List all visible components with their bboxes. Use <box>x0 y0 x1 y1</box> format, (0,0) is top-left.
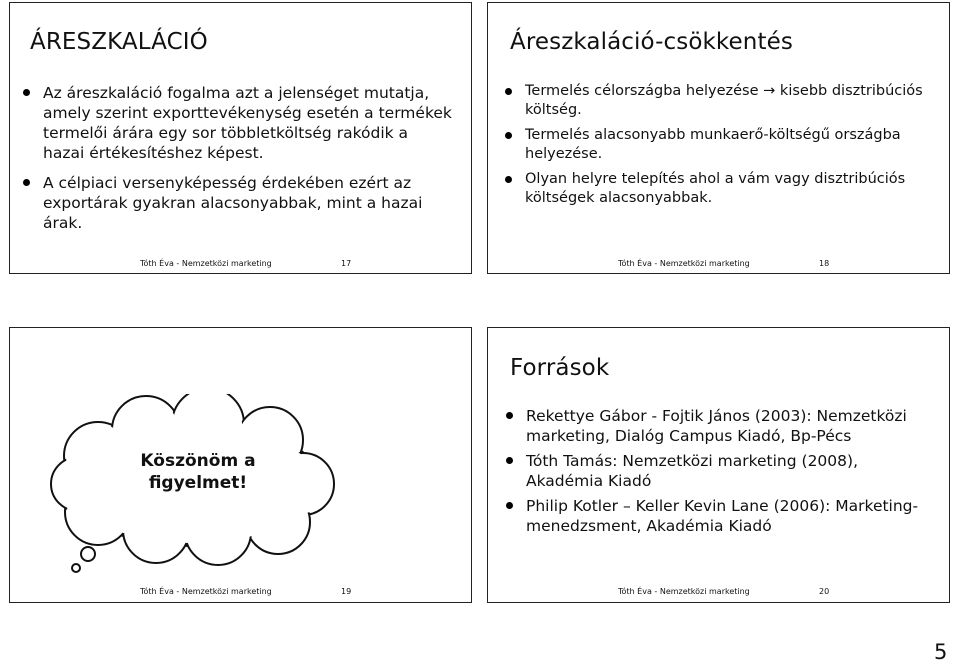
bullet-item <box>505 82 935 120</box>
cloud-message <box>88 450 308 494</box>
slide-title: Áreszkaláció-csökkentés <box>510 29 793 55</box>
footer-page-number: 19 <box>341 587 352 596</box>
thought-cloud <box>48 394 338 579</box>
document-page-number: 5 <box>934 640 948 664</box>
slide-19 <box>9 327 472 603</box>
slide-title: ÁRESZKALÁCIÓ <box>30 29 208 55</box>
bullet-item: Termelés alacsonyabb munkaerő-költségű országba helyezése. <box>505 126 935 164</box>
slide-title: Források <box>510 355 610 381</box>
bullet-item: Olyan helyre telepítés ahol a vám vagy disztribúciós költségek alacsonyabbak. <box>505 170 935 208</box>
cloud-line: figyelmet! <box>148 473 248 493</box>
footer-author: Tóth Éva - Nemzetközi marketing <box>618 259 750 268</box>
bullet-item: Rekettye Gábor - Fojtik János (2003): Nemzetközi marketing, Dialóg Campus Kiadó, Bp-Pécs <box>506 406 936 446</box>
bullet-item: Philip Kotler – Keller Kevin Lane (2006): Marketing-menedzsment, Akadémia Kiadó <box>506 496 936 536</box>
footer-author: Tóth Éva - Nemzetközi marketing <box>140 587 272 596</box>
bullet-item: A célpiaci versenyképesség érdekében ezért az exportárak gyakran alacsonyabbak, mint a hazai árak. <box>23 173 453 233</box>
footer-author: Tóth Éva - Nemzetközi marketing <box>140 259 272 268</box>
footer-page-number: 20 <box>819 587 830 596</box>
bullet-list <box>23 83 453 243</box>
bullet-text: Termelés célországba helyezése <box>525 83 759 99</box>
bullet-list <box>506 406 936 541</box>
cloud-line: Köszönöm a <box>140 451 256 471</box>
bullet-item: Az áreszkaláció fogalma azt a jelenséget mutatja, amely szerint exporttevékenység esetén a termékek termelői árára egy sor többletköltség rakódik a hazai értékesítéshez képest. <box>23 83 453 163</box>
slide-17 <box>9 2 472 274</box>
footer-page-number: 18 <box>819 259 830 268</box>
bullet-list <box>505 82 935 214</box>
bullet-text: kisebb disztribúciós költség. <box>525 83 923 118</box>
bullet-item: Tóth Tamás: Nemzetközi marketing (2008), Akadémia Kiadó <box>506 451 936 491</box>
footer-page-number: 17 <box>341 259 352 268</box>
slide-18 <box>487 2 950 274</box>
arrow-right-icon: → <box>763 83 776 99</box>
slide-20 <box>487 327 950 603</box>
footer-author: Tóth Éva - Nemzetközi marketing <box>618 587 750 596</box>
